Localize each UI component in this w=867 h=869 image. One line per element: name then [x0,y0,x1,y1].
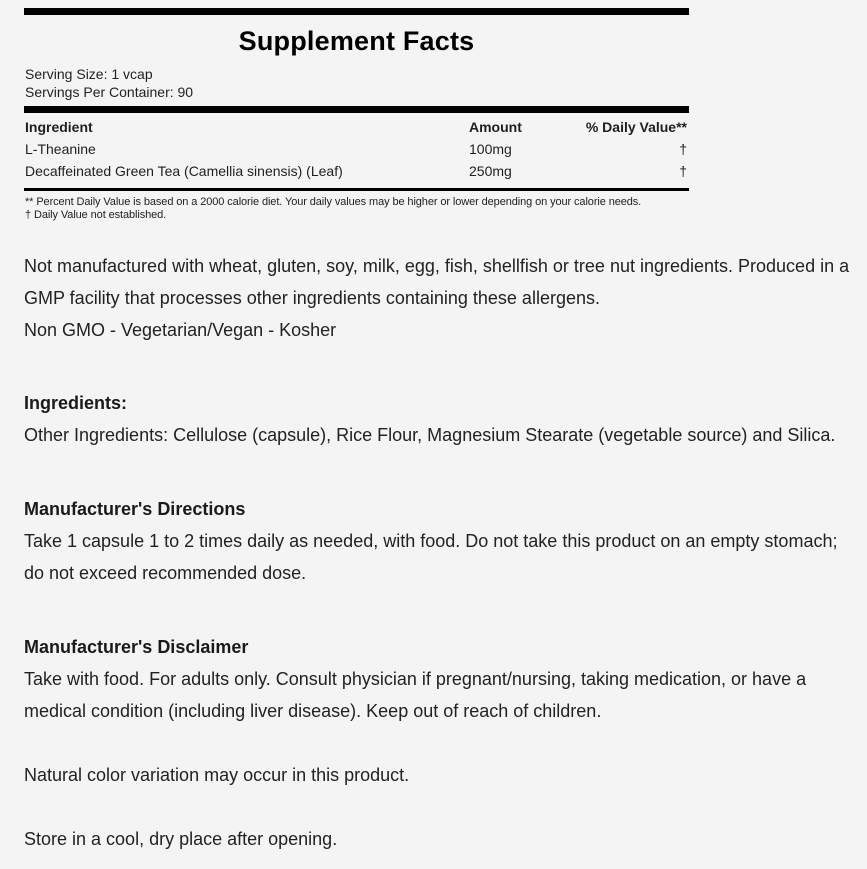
facts-footnotes [24,196,689,222]
row-daily-value: † [679,163,687,179]
facts-table [24,113,689,182]
footnote-daily-value: ** Percent Daily Value is based on a 2000 calorie diet. Your daily values may be higher or lower depending on your calorie needs. [25,196,642,208]
other-ingredients: Other Ingredients: Cellulose (capsule), Rice Flour, Magnesium Stearate (vegetable source) and Silica. [24,425,836,445]
thick-divider [24,106,689,113]
color-variation-note: Natural color variation may occur in this product. [24,765,410,785]
footnote-not-established: † Daily Value not established. [25,209,167,221]
disclaimer-heading: Manufacturer's Disclaimer [24,637,249,657]
row-ingredient: Decaffeinated Green Tea (Camellia sinensis) (Leaf) [25,163,343,179]
directions-text: Take 1 capsule 1 to 2 times daily as needed, with food. Do not take this product on an empty stomach; do not exceed recommended dose. [24,531,838,583]
header-ingredient: Ingredient [25,119,93,135]
servings-per-container: Servings Per Container: 90 [25,84,194,100]
allergen-statement: Not manufactured with wheat, gluten, soy, milk, egg, fish, shellfish or tree nut ingredients. Produced in a GMP facility that processes other ingredients containing these allergens. [24,256,850,308]
storage-note: Store in a cool, dry place after opening. [24,829,338,849]
header-daily-value: % Daily Value** [585,119,687,135]
header-amount: Amount [469,119,522,135]
facts-title: Supplement Facts [238,26,475,56]
supplement-facts-panel [24,8,689,222]
table-row [24,138,689,160]
serving-size: Serving Size: 1 vcap [25,66,153,82]
row-amount: 100mg [469,141,512,157]
medium-divider [24,188,689,191]
row-amount: 250mg [469,163,512,179]
disclaimer-text: Take with food. For adults only. Consult physician if pregnant/nursing, taking medication, or have a medical condition (including liver disease). Keep out of reach of children. [24,669,807,721]
directions-heading: Manufacturer's Directions [24,499,246,519]
table-row [24,160,689,182]
product-details [24,250,859,855]
row-daily-value: † [679,141,687,157]
facts-table-header [24,116,689,138]
serving-info [24,65,689,101]
ingredients-heading: Ingredients: [24,393,128,413]
certifications: Non GMO - Vegetarian/Vegan - Kosher [24,320,337,340]
row-ingredient: L-Theanine [25,141,96,157]
